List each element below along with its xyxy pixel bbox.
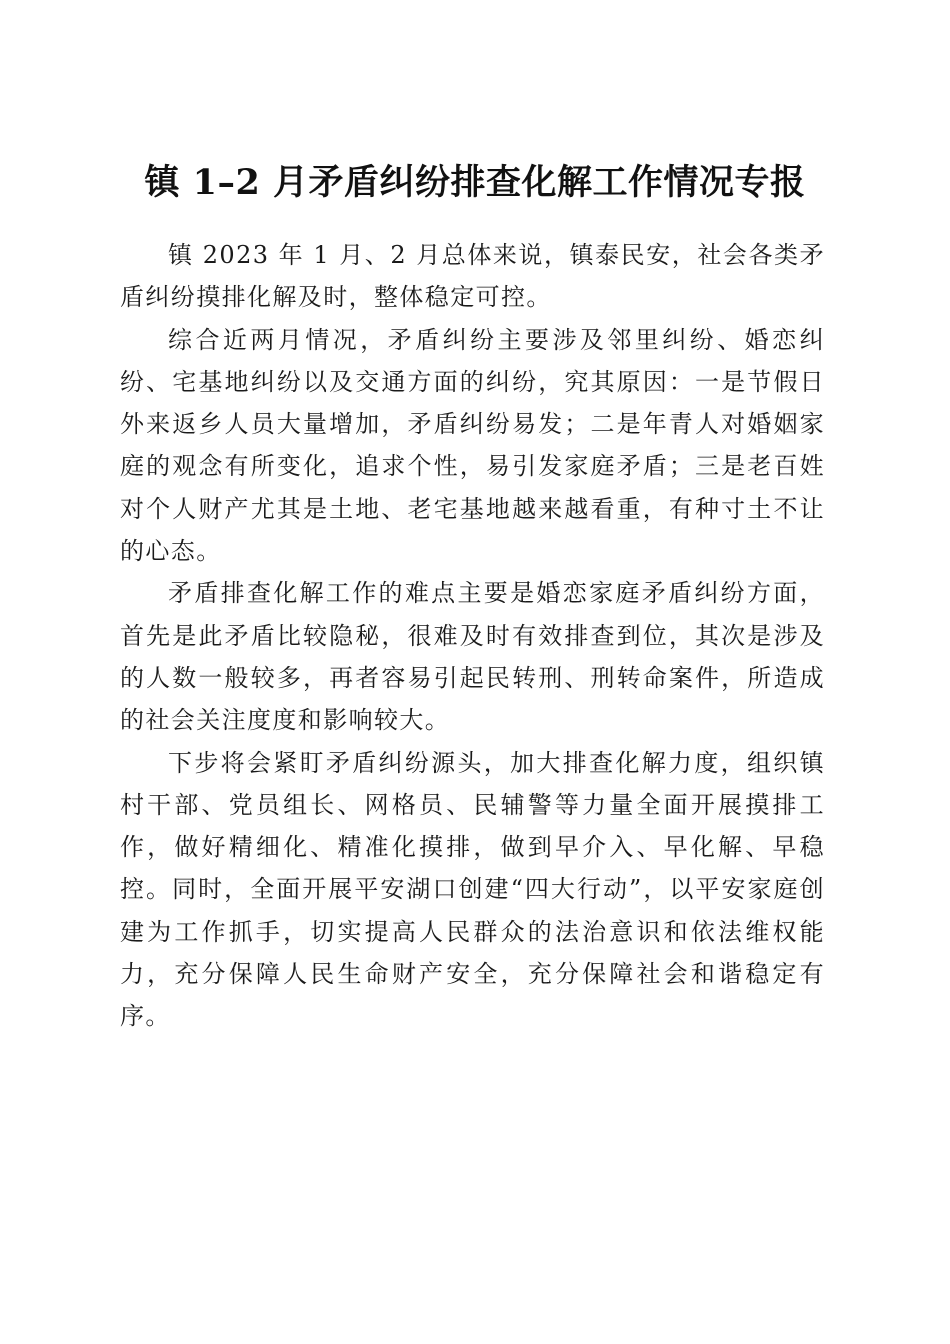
paragraph-next-steps: 下步将会紧盯矛盾纠纷源头，加大排查化解力度，组织镇村干部、党员组长、网格员、民辅警等力量全面开展摸排工作，做好精细化、精准化摸排，做到早介入、早化解、早稳控。同时，全面开展平安湖口创建“四大行动”，以平安家庭创建为工作抓手，切实提高人民群众的法治意识和依法维权能力，充分保障人民生命财产安全，充分保障社会和谐稳定有序。 [120,748,825,1031]
document-title: 镇 1–2 月矛盾纠纷排查化解工作情况专报 [144,162,806,204]
paragraph-analysis: 综合近两月情况，矛盾纠纷主要涉及邻里纠纷、婚恋纠纷、宅基地纠纷以及交通方面的纠纷，究其原因：一是节假日外来返乡人员大量增加，矛盾纠纷易发；二是年青人对婚姻家庭的观念有所变化，追求个性，易引发家庭矛盾；三是老百姓对个人财产尤其是土地、老宅基地越来越看重，有种寸土不让的心态。 [120,325,825,566]
document-body [120,234,825,1038]
paragraph-summary: 镇 2023 年 1 月、2 月总体来说，镇泰民安，社会各类矛盾纠纷摸排化解及时，整体稳定可控。 [120,241,825,312]
paragraph-difficulties: 矛盾排查化解工作的难点主要是婚恋家庭矛盾纠纷方面，首先是此矛盾比较隐秘，很难及时有效排查到位，其次是涉及的人数一般较多，再者容易引起民转刑、刑转命案件，所造成的社会关注度度和影响较大。 [120,579,825,735]
